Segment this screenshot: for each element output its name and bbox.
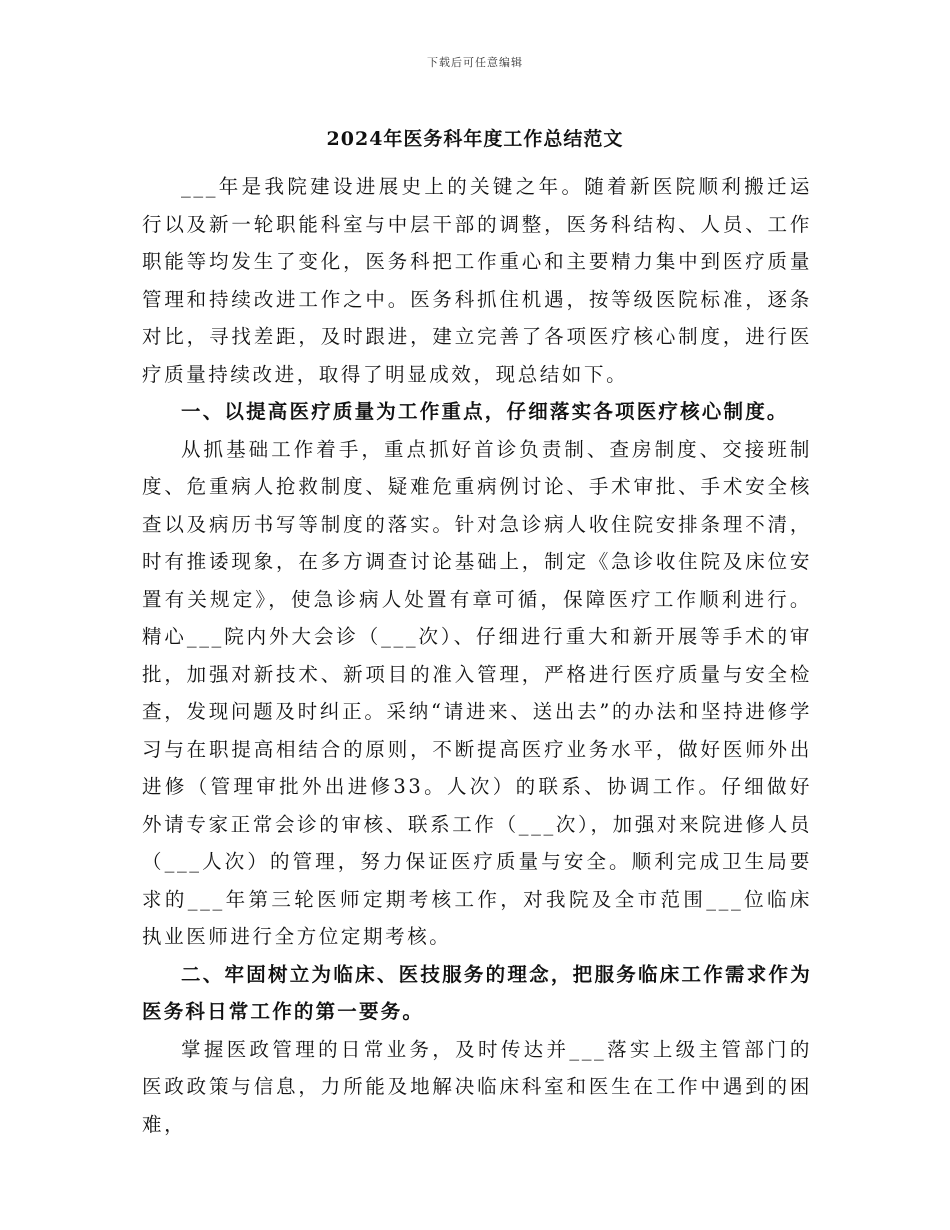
section-heading-1: 一、以提高医疗质量为工作重点，仔细落实各项医疗核心制度。 — [181, 400, 789, 423]
header-note: 下载后可任意编辑 — [427, 56, 523, 69]
document-title: 2024年医务科年度工作总结范文 — [326, 128, 624, 150]
section-2-paragraph: 掌握医政管理的日常业务，及时传达并___落实上级主管部门的医政政策与信息，力所能及地解决临床科室和医生在工作中遇到的困难， — [142, 1037, 812, 1136]
section-1-paragraph: 从抓基础工作着手，重点抓好首诊负责制、查房制度、交接班制度、危重病人抢救制度、疑难危重病例讨论、手术审批、手术安全核查以及病历书写等制度的落实。针对急诊病人收住院安排条理不清，时有推诿现象，在多方调查讨论基础上，制定《急诊收住院及床位安置有关规定》，使急诊病人处置有章可循，保障医疗工作顺利进行。精心___院内外大会诊（___次）、仔细进行重大和新开展等手术的审批，加强对新技术、新项目的准入管理，严格进行医疗质量与安全检查，发现问题及时纠正。采纳“请进来、送出去”的办法和坚持进修学习与在职提高相结合的原则，不断提高医疗业务水平，做好医师外出进修（管理审批外出进修33。人次）的联系、协调工作。仔细做好外请专家正常会诊的审核、联系工作（___次），加强对来院进修人员（___人次）的管理，努力保证医疗质量与安全。顺利完成卫生局要求的___年第三轮医师定期考核工作，对我院及全市范围___位临床执业医师进行全方位定期考核。 — [142, 437, 812, 948]
intro-paragraph: ___年是我院建设进展史上的关键之年。随着新医院顺利搬迁运行以及新一轮职能科室与中层干部的调整，医务科结构、人员、工作职能等均发生了变化，医务科把工作重心和主要精力集中到医疗质量管理和持续改进工作之中。医务科抓住机遇，按等级医院标准，逐条对比，寻找差距，及时跟进，建立完善了各项医疗核心制度，进行医疗质量持续改进，取得了明显成效，现总结如下。 — [142, 175, 812, 386]
section-heading-2: 二、牢固树立为临床、医技服务的理念，把服务临床工作需求作为医务科日常工作的第一要务。 — [142, 962, 812, 1023]
document-body — [142, 168, 812, 1143]
